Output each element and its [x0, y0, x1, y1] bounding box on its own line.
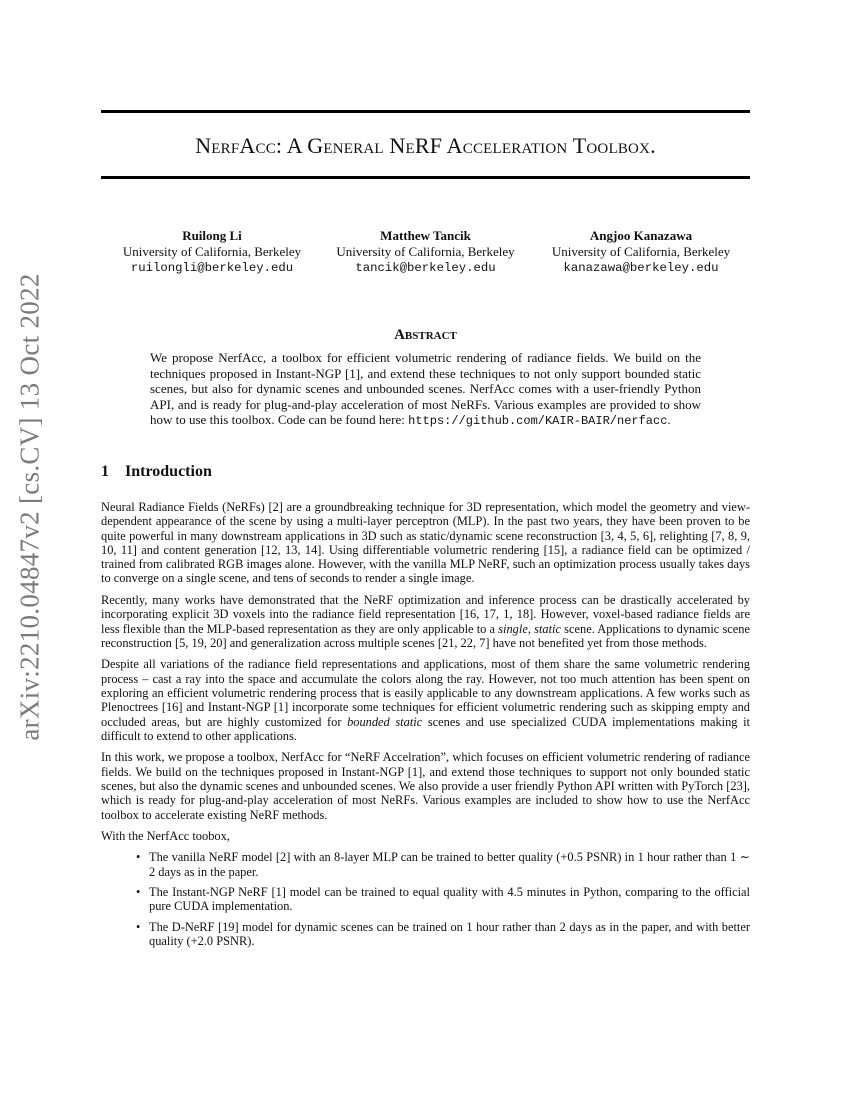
abstract-heading: Abstract	[394, 327, 457, 343]
emphasis: bounded static	[347, 714, 423, 729]
text-run: scene. Applications to dynamic scene reconstruction [5, 19, 20] and generalization across multiple scenes [21, 22, 7] have not benefited yet from those methods.	[101, 621, 750, 650]
paragraph	[101, 657, 750, 743]
emphasis: static	[534, 621, 561, 636]
section-heading	[101, 463, 212, 481]
emphasis: single	[498, 621, 528, 636]
list-item: • The vanilla NeRF model [2] with an 8-layer MLP can be trained to better quality (+0.5 PSNR) in 1 hour rather than 1 ∼ 2 days as in the paper.	[149, 850, 750, 879]
section-number: 1	[101, 463, 109, 480]
author-email: tancik@berkeley.edu	[355, 261, 496, 275]
author-block	[536, 228, 746, 276]
author-block	[323, 228, 528, 276]
abstract-body-text: We propose NerfAcc, a toolbox for efficient volumetric rendering of radiance fields. We build on the techniques proposed in Instant-NGP [1], and extend these techniques to not only support bounded static scenes, but also for dynamic scenes and unbounded scenes. NerfAcc comes with a user-friendly Python API, and is ready for plug-and-play acceleration of most NeRFs. Various examples are provided to show how to use this toolbox. Code can be found here:	[150, 350, 701, 428]
introduction-body	[101, 500, 750, 948]
abstract-period: .	[667, 412, 671, 428]
text-run: scenes and use specialized CUDA implementations making it difficult to extend to other applications.	[101, 714, 750, 743]
list-item: • The D-NeRF [19] model for dynamic scenes can be trained on 1 hour rather than 2 days as in the paper, and with better quality (+2.0 PSNR).	[149, 920, 750, 949]
author-affiliation: University of California, Berkeley	[551, 244, 731, 259]
author-name: Ruilong Li	[182, 228, 242, 243]
code-link[interactable]: https://github.com/KAIR-BAIR/nerfacc	[408, 414, 668, 429]
author-email: kanazawa@berkeley.edu	[563, 261, 719, 275]
paragraph	[101, 593, 750, 650]
text-run: Despite all variations of the radiance field representations and applications, most of them share the same volumetric rendering process – cast a ray into the space and accumulate the colors along the ray. However, not too much attention has been spent on exploring an efficient volumetric rendering process that is easily applicable to any downstream applications. A few works such as Plenoctrees [16] and Instant-NGP [1] incorporate some techniques for efficient volumetric rendering such as skipping empty and occluded areas, but are highly customized for	[101, 657, 750, 729]
author-block	[106, 228, 318, 276]
author-affiliation: University of California, Berkeley	[336, 244, 515, 259]
arxiv-stamp	[8, 265, 52, 750]
author-name: Angjoo Kanazawa	[589, 228, 693, 243]
paragraph: In this work, we propose a toolbox, NerfAcc for “NeRF Accelration”, which focuses on efficient volumetric rendering of radiance fields. We build on the techniques proposed in Instant-NGP [1], and extend those techniques to support not only bounded static scenes, but also the dynamic scenes and unbounded scenes. We also provide a user friendly Python API written with PyTorch [23], which is ready for plug-and-play acceleration of most NeRFs. Various examples are included to show how to use the NerfAcc toolbox to accelerate existing NeRF methods.	[101, 750, 750, 822]
paragraph: Neural Radiance Fields (NeRFs) [2] are a groundbreaking technique for 3D representation, which model the geometry and view-dependent appearance of the scene by using a multi-layer perceptron (MLP). In the past two years, they have been proven to be quite powerful in many downstream applications in 3D such as static/dynamic scene reconstruction [3, 4, 5, 6], relighting [7, 8, 9, 10, 11] and content generation [12, 13, 14]. Using differentiable volumetric rendering [15], a radiance field can be optimized / trained from calibrated RGB images alone. However, with the vanilla MLP NeRF, such an optimization process usually takes days to converge on a single scene, and tens of seconds to render a single image.	[101, 500, 750, 586]
section-title: Introduction	[125, 463, 212, 480]
list-item: • The Instant-NGP NeRF [1] model can be trained to equal quality with 4.5 minutes in Python, comparing to the official pure CUDA implementation.	[149, 885, 750, 914]
author-name: Matthew Tancik	[380, 228, 471, 243]
paper-title: NerfAcc: A General NeRF Acceleration Toolbox.	[195, 133, 656, 158]
paragraph: With the NerfAcc toobox,	[101, 828, 230, 843]
author-affiliation: University of California, Berkeley	[122, 244, 302, 259]
text-run: Recently, many works have demonstrated that the NeRF optimization and inference process can be drastically accelerated by incorporating explicit 3D voxels into the radiance field representation [16, 17, 1, 18]. However, voxel-based radiance fields are less flexible than the MLP-based representation as they are only applicable to a	[101, 592, 750, 636]
title-rule-top	[101, 110, 750, 113]
author-email: ruilongli@berkeley.edu	[130, 261, 294, 275]
text-run: ,	[527, 621, 535, 636]
results-list	[101, 850, 750, 948]
abstract-text	[150, 350, 701, 430]
arxiv-id: arXiv:2210.04847v2 [cs.CV] 13 Oct 2022	[14, 273, 45, 741]
title-rule-bottom	[101, 176, 750, 179]
